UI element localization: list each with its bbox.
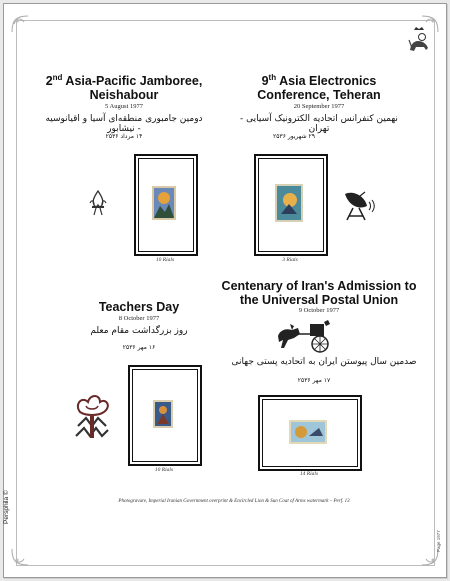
block1-persian-date: ۱۴ مرداد ۲۵۳۶ xyxy=(105,133,143,140)
block4-persian-date: ۱۷ مهر ۲۵۳۶ xyxy=(297,377,331,384)
block2-title: 9th Asia Electronics Conference, Teheran xyxy=(257,72,381,102)
teachers-day-stamp xyxy=(153,400,173,428)
corner-ornament-icon xyxy=(10,547,30,567)
block1-persian-title: دومین جامبوری منطقه‌ای آسیا و اقیانوسیه - نیشابور xyxy=(45,114,203,134)
block4-title: Centenary of Iran's Admission to the Universal Postal Union xyxy=(221,279,417,307)
block3-date: 8 October 1977 xyxy=(118,315,160,322)
lion-sun-emblem-icon xyxy=(407,26,431,56)
satellite-dish-icon xyxy=(339,188,377,222)
teacher-emblem-icon xyxy=(72,392,112,442)
block1-title: 2nd Asia-Pacific Jamboree, Neishabour xyxy=(45,72,203,102)
page-number: Page 1977 xyxy=(436,530,441,552)
block2-persian-title: نهمین کنفرانس اتحادیه الکترونیک آسیایی - تهران xyxy=(240,114,398,134)
jamboree-stamp xyxy=(152,186,176,220)
copyright-mark: Persphila © xyxy=(3,490,10,524)
upu-centenary-stamp xyxy=(289,420,327,444)
block1-date: 5 August 1977 xyxy=(105,103,143,110)
electronics-stamp xyxy=(275,184,303,222)
block3-persian-title: روز بزرگداشت مقام معلم xyxy=(90,326,188,336)
postal-chariot-icon xyxy=(274,318,336,354)
block3-persian-date: ۱۶ مهر ۲۵۳۶ xyxy=(122,344,156,351)
block2-value: 3 Rials xyxy=(282,257,298,263)
block1-value: 10 Rials xyxy=(155,257,175,263)
corner-ornament-icon xyxy=(10,14,30,34)
block2-persian-date: ۲۹ شهریور ۲۵۳۶ xyxy=(273,133,315,140)
technical-footnote: Photogravure, Imperial Iranian Government overprint & Encircled Lion & Sun Coat of Arms watermark – Perf. 13 xyxy=(118,499,350,504)
album-page xyxy=(3,3,447,578)
block3-title: Teachers Day xyxy=(98,300,180,314)
block4-persian-title: صدمین سال پیوستن ایران به اتحادیه پستی جهانی xyxy=(231,357,417,367)
block2-date: 20 September 1977 xyxy=(293,103,345,110)
block3-value: 10 Rials xyxy=(154,467,174,473)
block4-date: 9 October 1977 xyxy=(298,307,340,314)
block4-value: 14 Rials xyxy=(299,471,319,477)
scout-emblem-icon xyxy=(88,189,108,217)
